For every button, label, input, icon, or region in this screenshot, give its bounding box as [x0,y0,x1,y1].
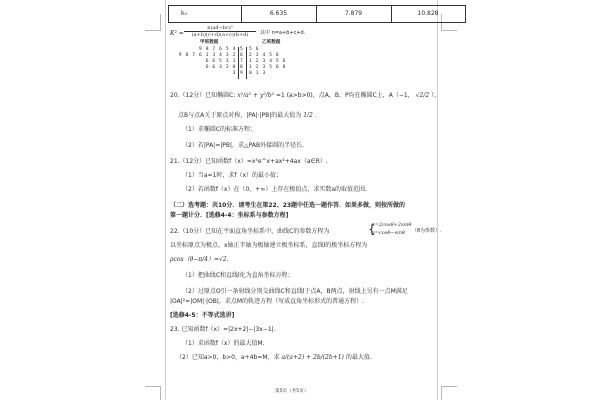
q23-sub1: （1）求函数f（x）的最大值M. [182,340,265,347]
q20-sub2: （2）若|PA|=|PB|，求△PAB外接圆的半径长. [182,142,304,149]
formula-note: 其中 n=a+b+c+d. [260,30,306,36]
q20-text-end: ）， [431,92,441,99]
q23-sub2-text: （2）已知a>0，b>0，a+4b=M，求 [176,354,280,361]
stem-leaf-stem: 5 [240,47,244,52]
crop-mark [441,386,457,387]
crop-mark [145,30,161,31]
stem-leaf-left-header: 甲班数据 [200,40,219,45]
q20-line2-text: 点B与点A关于原点对称，|PA|·|PB|的最大值为 [178,112,302,119]
q22-param1: x=2cosθ+2sinθ [372,222,412,228]
q20-line2-frac: 1/2 [303,112,313,119]
table-value-3: 10.828 [417,10,439,17]
stem-leaf-right-header: 乙班数据 [262,40,281,45]
section2-line2: 第一题计分．[选修4-4：坐标系与参数方程] [170,212,289,219]
q20-ellipse-x: x²/a² [237,92,252,99]
q20-sub1: （1）求椭圆C的标准方程； [182,126,257,133]
page-footer: 第5页（共5页） [275,389,309,394]
stem-leaf-stem: 7 [240,59,244,64]
page-left-edge [165,0,166,400]
q23-sub2-end: 的最大值. [345,354,372,361]
q20-line1 [170,92,440,99]
q22-text: 22.（10分）已知在平面直角坐标系中，曲线C的参数方程为 [170,228,330,235]
q20-text: 20.（12分）已知椭圆C: [170,92,236,99]
crop-mark [145,386,161,387]
section2-line1: （二）选考题：共10分．请考生在第22、23题中任选一题作答．如果多做，则按所做的 [170,202,406,209]
critical-value-table [168,5,466,23]
crop-mark [441,386,442,400]
q22-param-brace: { [368,222,376,236]
stem-leaf-left-row: 3 [232,71,236,76]
crop-mark [160,14,161,30]
q23-line1: 23. 已知函数f（x）=|2x+2|−|3x−1|. [170,326,276,333]
stem-leaf-right-row: 0 1 3 [249,71,266,76]
q23-frac2: 2b/(2b+1) [313,354,344,361]
q22-line3: ρcos（θ−π/4）=√2. [170,256,229,263]
q20-ellipse-y: y²/b² [259,92,275,99]
q22-sub2b: |OA|²=|OM|·|OB|，求点M的轨迹方程（写成直角坐标形式的普通方程）. [170,298,365,305]
table-value-2: 7.879 [344,10,363,17]
stem-leaf-right-row: 1 2 3 4 5 6 [249,59,287,64]
q22-line2: 以坐标原点为极点，x轴正半轴为极轴建立极坐标系，直线l的极坐标方程为 [170,242,368,249]
q22-sub1: （1）把曲线C和直线l化为直角坐标方程； [182,272,294,279]
q21-line1: 21.（12分）已知函数f（x）=x³e^x+ax²+4ax（a∈R）. [170,158,328,165]
crop-mark [441,30,457,31]
stem-leaf-left-row: 6 6 5 3 1 [205,59,236,64]
stem-leaf-left-row: 6 6 3 2 0 [205,65,236,70]
q20-line2 [178,112,317,119]
formula-denominator: (a+b)(c+d)(a+c)(b+d) [191,32,249,38]
q23-frac1: a/(a+2) [281,354,305,361]
q20-line2-end: . [314,112,317,119]
table-value-1: 6.635 [269,10,288,17]
q22-param2: y=cosθ−sinθ [372,230,405,236]
stem-leaf-left-row: 9 8 7 6 3 3 4 3 2 [178,53,236,58]
q20-root: √2/2 [415,92,430,99]
q20-plus: + [253,92,259,99]
q22-line1-end: （θ为参数）. [412,228,442,234]
stem-leaf-stem: 9 [240,71,244,76]
q23-sub2 [176,354,372,361]
q21-sub1: （1）当a=1时，求f（x）的最小值； [182,172,283,179]
stem-leaf-left-row: 9 8 7 6 5 4 [198,47,236,52]
q21-sub2: （2）若函数f（x）在（0，+∞）上存在极值点，求实数a的取值范围. [182,186,367,193]
stem-leaf-right-row: 2 3 4 5 8 [249,53,280,58]
q22-sub2: （2）过原点O引一条射线分别交曲线C和直线l于点A，B两点，射线上另有一点M满足 [182,288,408,295]
section3-title: [选修4-5：不等式选讲] [170,312,235,319]
formula-fraction [184,25,256,38]
table-label: k₀ [181,10,187,17]
q23-plus: + [306,354,312,361]
stem-leaf-right-row: 5 6 [249,47,260,52]
stem-leaf-stem: 6 [240,53,244,58]
formula-numerator: n(ad−bc)² [184,25,256,32]
stem-leaf-divider [246,47,247,79]
q20-text-rest: =1 (a>b>0)，点A，B，P均在椭圆C上，A（−1， [275,92,414,99]
page-right-edge [437,0,438,400]
formula-lhs: K² = [170,30,184,37]
stem-leaf-divider [238,47,239,79]
stem-leaf-stem: 8 [240,65,244,70]
stem-leaf-right-row: 1 2 3 5 6 8 [249,65,287,70]
crop-mark [160,386,161,400]
q22-line1 [170,228,329,235]
